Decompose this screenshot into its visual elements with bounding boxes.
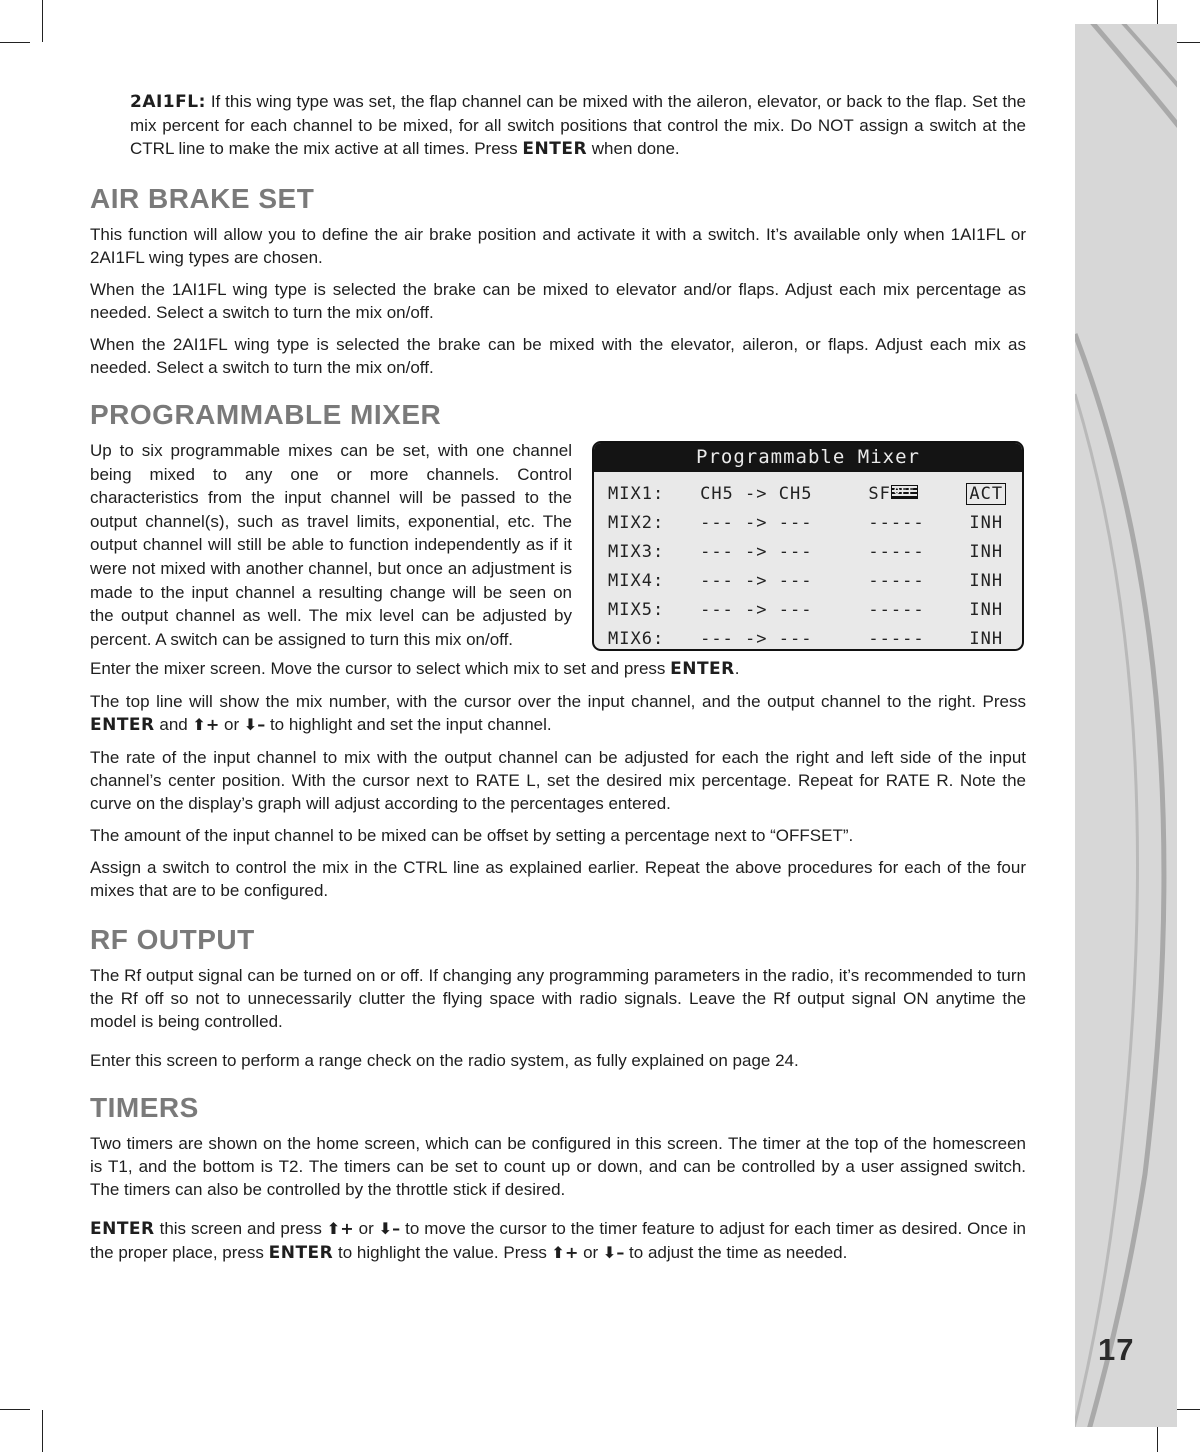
crop-mark <box>42 1410 43 1452</box>
page-side-tab <box>1075 24 1177 1427</box>
prog-mixer-p3 <box>90 690 1026 737</box>
heading-programmable-mixer: PROGRAMMABLE MIXER <box>90 399 442 430</box>
mix-channels[interactable]: --- -> --- <box>700 629 813 649</box>
mix-name: MIX4: <box>608 571 665 591</box>
air-brake-p3: When the 2AI1FL wing type is selected the brake can be mixed with the elevator, aileron, or flaps. Adjust each mix as needed. Select a switch to turn the mix on/off. <box>90 335 1026 377</box>
rf-output-p1: The Rf output signal can be turned on or off. If changing any programming parameters in the radio, it’s recommended to turn the Rf off so not to unnecessarily clutter the flying space with radio signals. Leave the Rf output signal ON anytime the model is being controlled. <box>90 966 1026 1032</box>
mix-state[interactable] <box>964 480 1008 509</box>
text-span: or <box>219 715 244 735</box>
lcd-row[interactable] <box>608 567 1008 596</box>
mix-switch-label: SF <box>868 484 891 504</box>
intro-text: If this wing type was set, the flap channel can be mixed with the aileron, elevator, or back to the flap. Set the mix percent for each channel to be mixed, for all switch positions that control the mix. Do NOT assign a switch at the CTRL line to make the mix active at all times. Press <box>130 92 1026 158</box>
lcd-rows <box>594 472 1022 651</box>
mix-state[interactable]: INH <box>969 542 1004 562</box>
mix-switch[interactable]: ----- <box>868 542 925 562</box>
mix-state[interactable]: INH <box>969 629 1004 649</box>
intro-text-end: when done. <box>587 139 680 158</box>
heading-timers: TIMERS <box>90 1092 199 1124</box>
mix-name: MIX6: <box>608 629 665 649</box>
air-brake-p2: When the 1AI1FL wing type is selected the brake can be mixed to elevator and/or flaps. Adjust each mix percentage as needed. Select a switch to turn the mix on/off. <box>90 280 1026 322</box>
mix-name: MIX5: <box>608 600 665 620</box>
text-span: or <box>353 1219 379 1239</box>
enter-key-label: ENTER <box>90 715 155 736</box>
mixer-intro-text <box>90 439 572 651</box>
timers-p1: Two timers are shown on the home screen, which can be configured in this screen. The timer at the top of the homescreen is T1, and the bottom is T2. The timers can be set to count up or down, and can be controlled by a user assigned switch. The timers can also be controlled by the throttle stick if desired. <box>90 1134 1026 1200</box>
lcd-row[interactable] <box>608 596 1008 625</box>
enter-key-label: ENTER <box>90 1219 155 1240</box>
text-span: to highlight and set the input channel. <box>265 715 552 735</box>
mix-switch[interactable]: ----- <box>868 513 925 533</box>
mix-switch[interactable]: ----- <box>868 600 925 620</box>
up-plus-icon: ⬆+ <box>192 715 220 735</box>
prog-mixer-p2 <box>90 657 1026 681</box>
lcd-row[interactable] <box>608 509 1008 538</box>
intro-paragraph <box>130 90 1026 161</box>
enter-key-label: ENTER <box>670 659 735 680</box>
page-content <box>90 90 1026 1265</box>
mix-state[interactable]: INH <box>969 600 1004 620</box>
text-span: . <box>734 659 740 679</box>
text-span: to highlight the value. Press <box>333 1243 552 1263</box>
text-span: and <box>154 715 193 735</box>
up-plus-icon: ⬆+ <box>326 1219 354 1239</box>
heading-air-brake-set: AIR BRAKE SET <box>90 183 315 214</box>
mix-name: MIX2: <box>608 513 665 533</box>
mix-channels[interactable]: CH5 -> CH5 <box>700 484 813 504</box>
lcd-title: Programmable Mixer <box>594 443 1022 472</box>
rf-output-p2: Enter this screen to perform a range check on the radio system, as fully explained on page 24. <box>90 1051 799 1071</box>
down-minus-icon: ⬇– <box>378 1219 401 1239</box>
mix-name: MIX3: <box>608 542 665 562</box>
text-span: to adjust the time as needed. <box>624 1243 848 1263</box>
prog-mixer-p5: The amount of the input channel to be mixed can be offset by setting a percentage next to “OFFSET”. <box>90 826 854 846</box>
term-2ai1fl: 2AI1FL: <box>130 92 206 112</box>
crop-mark <box>0 42 30 43</box>
mix-name: MIX1: <box>608 484 665 504</box>
switch-off-badge: OFF <box>891 485 918 499</box>
enter-key-label: ENTER <box>268 1243 334 1264</box>
air-brake-p1: This function will allow you to define the air brake position and activate it with a switch. It’s available only when 1AI1FL or 2AI1FL wing types are chosen. <box>90 225 1026 267</box>
crop-mark <box>0 1409 30 1410</box>
prog-mixer-p1: Up to six programmable mixes can be set, with one channel being mixed to any one or more channels. Control characteristics from the input channel will be passed to the output channel(s), such as travel limits, exponential, etc. The output channel will still be able to function independently as if it were not mixed with another channel, but once an adjustment is made to the input channel a resulting change will be seen on the output channel as well. The mix level can be adjusted by percent. A switch can be assigned to turn this mix on/off. <box>90 441 572 649</box>
page-number: 17 <box>1098 1332 1135 1367</box>
mix-channels[interactable]: --- -> --- <box>700 571 813 591</box>
mix-switch[interactable] <box>868 480 964 509</box>
heading-rf-output: RF OUTPUT <box>90 924 255 956</box>
mix-channels[interactable]: --- -> --- <box>700 513 813 533</box>
mix-state[interactable]: INH <box>969 571 1004 591</box>
text-span: to move the cursor to the timer feature to adjust for each timer as desired. Once in the proper place, press <box>90 1219 1026 1263</box>
mixer-intro-block <box>90 439 1026 651</box>
mix-channels[interactable]: --- -> --- <box>700 600 813 620</box>
mix-state[interactable]: INH <box>969 513 1004 533</box>
decorative-arcs <box>1075 24 1177 1427</box>
lcd-row[interactable] <box>608 625 1008 651</box>
mix-switch[interactable]: ----- <box>868 629 925 649</box>
crop-mark <box>42 0 43 42</box>
down-minus-icon: ⬇– <box>243 715 266 735</box>
enter-key-label: ENTER <box>522 139 588 159</box>
text-span: or <box>578 1243 603 1263</box>
lcd-row[interactable] <box>608 538 1008 567</box>
mix-switch[interactable]: ----- <box>868 571 925 591</box>
prog-mixer-p6: Assign a switch to control the mix in the CTRL line as explained earlier. Repeat the above procedures for each of the four mixes that are to be configured. <box>90 858 1026 901</box>
prog-mixer-p4: The rate of the input channel to mix with the output channel can be adjusted for each the right and left side of the input channel’s center position. With the cursor next to RATE L, set the desired mix percentage. Repeat for RATE R. Note the curve on the display’s graph will adjust according to the percentages entered. <box>90 748 1026 814</box>
up-plus-icon: ⬆+ <box>551 1243 579 1263</box>
lcd-screen <box>592 441 1024 651</box>
lcd-row[interactable] <box>608 480 1008 509</box>
text-span: Enter the mixer screen. Move the cursor to select which mix to set and press <box>90 659 671 679</box>
mix-state-active: ACT <box>966 483 1006 505</box>
down-minus-icon: ⬇– <box>602 1243 625 1263</box>
mix-channels[interactable]: --- -> --- <box>700 542 813 562</box>
timers-p2 <box>90 1217 1026 1265</box>
text-span: The top line will show the mix number, with the cursor over the input channel, and the output channel to the right. Press <box>90 692 1026 712</box>
text-span: this screen and press <box>154 1219 327 1239</box>
